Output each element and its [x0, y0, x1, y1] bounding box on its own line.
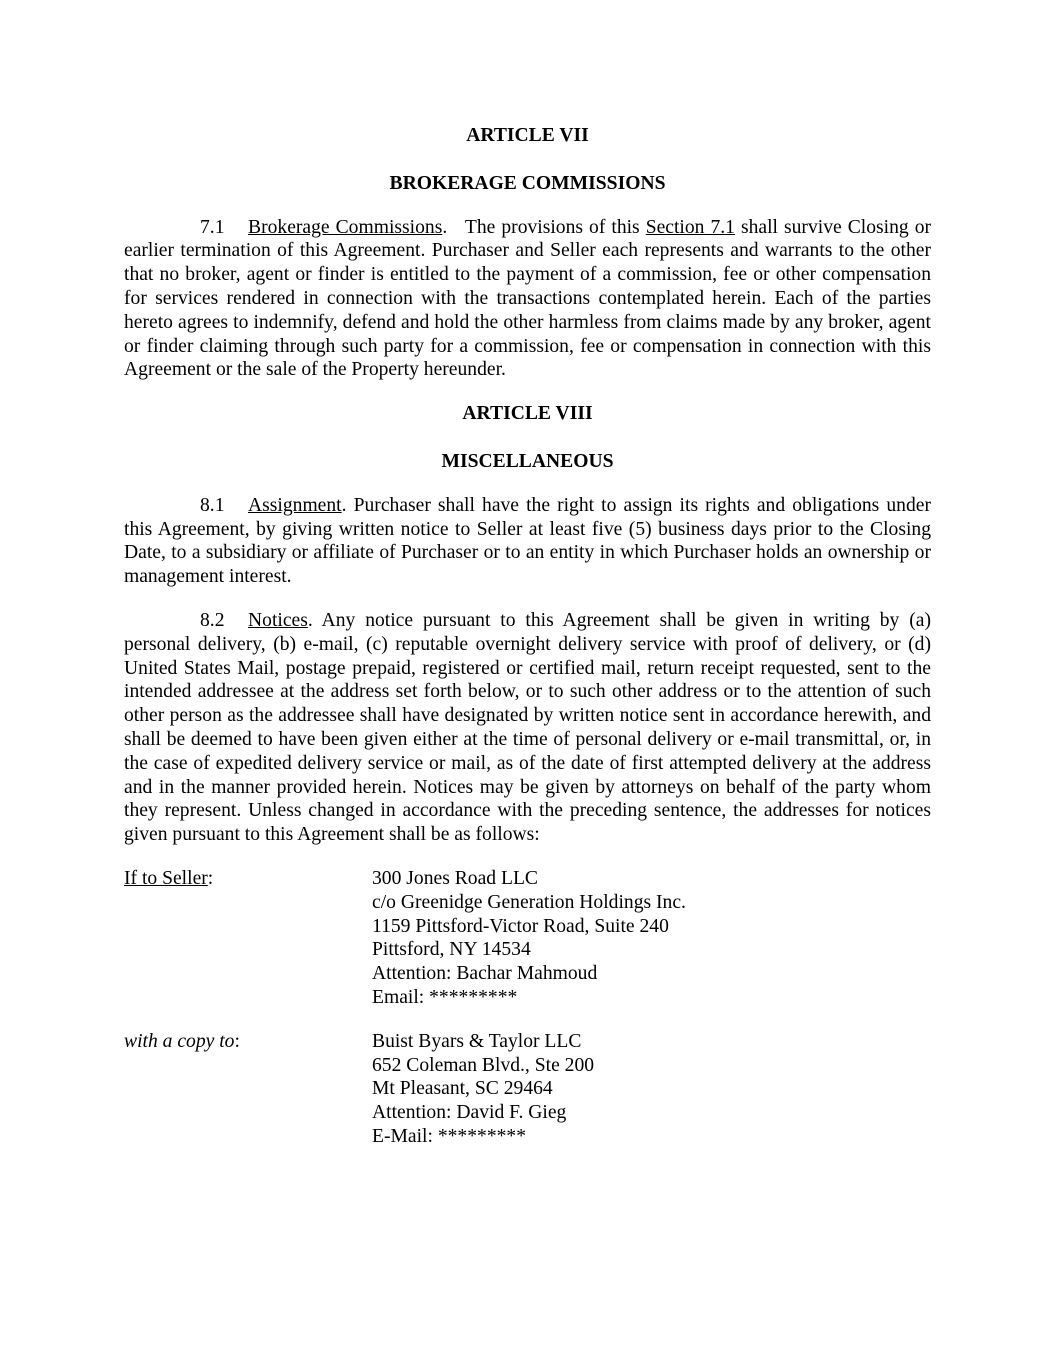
section-7-1-cross-reference: Section 7.1 — [645, 216, 735, 238]
copy-address-label — [124, 1030, 372, 1149]
seller-address-line: 1159 Pittsford-Victor Road, Suite 240 — [372, 915, 669, 937]
copy-address-line: Mt Pleasant, SC 29464 — [372, 1078, 553, 1100]
section-8-1-heading: Assignment — [248, 494, 342, 516]
section-7-1-text-b: shall survive Closing or earlier termination of this Agreement. Purchaser and Seller each represents and warrants to the other that no broker, agent or finder is entitled to the payment of a commission, fee or other compensation for services rendered in connection with the transactions contemplated herein. Each of the parties hereto agrees to indemnify, defend and hold the other harmless from claims made by any broker, agent or finder claiming through such party for a commission, fee or compensation in connection with this Agreement or the sale of the Property hereunder. — [124, 216, 932, 381]
copy-address-block — [124, 1030, 931, 1149]
seller-address-line: Pittsford, NY 14534 — [372, 939, 531, 961]
section-8-2-heading: Notices — [248, 609, 308, 631]
section-8-2-text: . Any notice pursuant to this Agreement shall be given in writing by (a) personal delivery, (b) e-mail, (c) reputable overnight delivery service with proof of delivery, or (d) United States Mail, postage prepaid, registered or certified mail, return receipt requested, sent to the intended addressee at the address set forth below, or to such other address or to the attention of such other person as the addressee shall have designated by written notice sent in accordance herewith, and shall be deemed to have been given either at the time of personal delivery or e-mail transmittal, or, in the case of expedited delivery service or mail, as of the date of first attempted delivery at the address and in the manner provided herein. Notices may be given by attorneys on behalf of the party whom they represent. Unless changed in accordance with the preceding sentence, the addresses for notices given pursuant to this Agreement shall be as follows: — [124, 609, 931, 846]
seller-address-lines — [372, 867, 931, 1010]
copy-address-line: Buist Byars & Taylor LLC — [372, 1030, 582, 1052]
section-8-2-paragraph — [124, 609, 931, 847]
article-viii-title: ARTICLE VIII — [462, 403, 593, 425]
seller-address-line: Attention: Bachar Mahmoud — [372, 963, 598, 985]
copy-label-colon: : — [234, 1030, 240, 1052]
seller-address-line: Email: ********* — [372, 986, 518, 1008]
section-7-1-heading: Brokerage Commissions — [248, 216, 443, 238]
section-8-2-number: 8.2 — [200, 609, 225, 631]
seller-address-line: c/o Greenidge Generation Holdings Inc. — [372, 891, 686, 913]
copy-address-line: Attention: David F. Gieg — [372, 1102, 567, 1124]
section-8-1-paragraph — [124, 494, 931, 589]
seller-label-text: If to Seller — [124, 867, 208, 889]
section-8-1-number: 8.1 — [200, 494, 225, 516]
copy-address-line: E-Mail: ********* — [372, 1125, 527, 1147]
article-viii-subtitle: MISCELLANEOUS — [441, 450, 614, 472]
article-vii-title: ARTICLE VII — [466, 125, 589, 146]
copy-address-line: 652 Coleman Blvd., Ste 200 — [372, 1054, 595, 1076]
section-7-1-text-a: . The provisions of this — [442, 216, 646, 238]
copy-label-text: with a copy to — [124, 1030, 235, 1052]
section-8-1-text: . Purchaser shall have the right to assign its rights and obligations under this Agreement, by giving written notice to Seller at least five (5) business days prior to the Closing Date, to a subsidiary or affiliate of Purchaser or to an entity in which Purchaser holds an ownership or management interest. — [124, 494, 931, 588]
seller-label-colon: : — [207, 867, 214, 889]
seller-address-line: 300 Jones Road LLC — [372, 867, 538, 889]
section-7-1-number: 7.1 — [200, 216, 225, 238]
article-vii-subtitle: BROKERAGE COMMISSIONS — [389, 172, 666, 194]
section-7-1-paragraph — [124, 216, 931, 383]
copy-address-lines — [372, 1030, 931, 1149]
seller-address-block — [124, 867, 931, 1010]
document-page — [124, 124, 931, 1149]
seller-address-label — [124, 867, 372, 1010]
